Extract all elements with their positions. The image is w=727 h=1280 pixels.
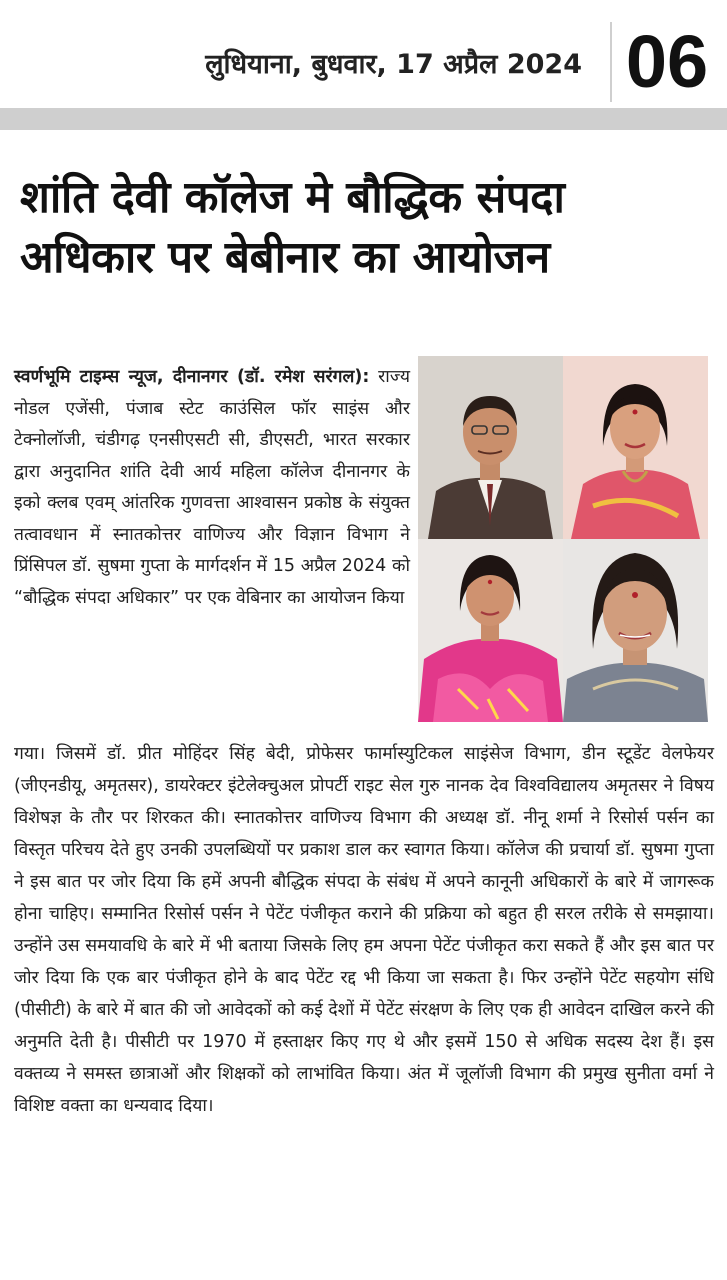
headline	[20, 168, 710, 288]
dateline: लुधियाना, बुधवार, 17 अप्रैल 2024	[205, 49, 582, 80]
portrait-woman-icon	[418, 539, 563, 722]
headline-line-2: अधिकार पर बेबीनार का आयोजन	[20, 232, 550, 283]
page-number: 06	[610, 22, 722, 102]
masthead	[0, 0, 727, 108]
portrait-man-icon	[418, 356, 563, 539]
photo-grid	[418, 356, 708, 722]
photo-woman-red	[563, 356, 708, 539]
article-intro-text: राज्य नोडल एजेंसी, पंजाब स्टेट काउंसिल फॉर साइंस और टेक्नोलॉजी, चंडीगढ़ एनसीएसटी सी, डीएसटी, भारत सरकार द्वारा अनुदानित शांति देवी आर्य महिला कॉलेज दीनानगर के इको क्लब एवम् आंतरिक गुणवत्ता आश्वासन प्रकोष्ठ के संयुक्त तत्वावधान में स्नातकोत्तर वाणिज्य और विज्ञान विभाग ने प्रिंसिपल डॉ. सुषमा गुप्ता के मार्गदर्शन में 15 अप्रैल 2024 को “बौद्धिक संपदा अधिकार” पर एक वेबिनार का आयोजन किया	[14, 367, 410, 608]
article-body: गया। जिसमें डॉ. प्रीत मोहिंदर सिंह बेदी, प्रोफेसर फार्मास्युटिकल साइंसेज विभाग, डीन स्टूडेंट वेलफेयर (जीएनडीयू, अमृतसर), डायरेक्टर इंटेलेक्चुअल प्रोपर्टी राइट सेल गुरु नानक देव विश्वविद्यालय अमृतसर ने विषय विशेषज्ञ के तौर पर शिरकत की। स्नातकोत्तर वाणिज्य विभाग की अध्यक्ष डॉ. नीनू शर्मा ने रिसोर्स पर्सन का विस्तृत परिचय देते हुए उनकी उपलब्धियों पर प्रकाश डाल कर स्वागत किया। कॉलेज की प्रचार्या डॉ. सुषमा गुप्ता ने इस बात पर जोर दिया कि हमें अपनी बौद्धिक संपदा के संबंध में अपने कानूनी अधिकारों के बारे में जागरूक होना चाहिए। सम्मानित रिसोर्स पर्सन ने पेटेंट पंजीकृत कराने की प्रक्रिया को बहुत ही सरल तरीके से समझाया। उन्होंने उस समयावधि के बारे में भी बताया जिसके लिए हम अपना पेटेंट पंजीकृत करा सकते हैं और इस बात पर जोर दिया कि एक बार पंजीकृत होने के बाद पेटेंट रद्द भी किया जा सकता है। फिर उन्होंने पेटेंट सहयोग संधि (पीसीटी) के बारे में बात की जो आवेदकों को कई देशों में पेटेंट संरक्षण के लिए एक ही आवेदन दाखिल करने की अनुमति देती है। पीसीटी पर 1970 में हस्ताक्षर किए गए थे और इसमें 150 से अधिक सदस्य देश हैं। इस वक्तव्य ने समस्त छात्राओं और शिक्षकों को लाभांवित किया। अंत में जूलॉजी विभाग की प्रमुख सुनीता वर्मा ने विशिष्ट वक्ता का धन्यवाद दिया।	[14, 744, 714, 1116]
header-divider	[0, 108, 727, 130]
portrait-woman-icon	[563, 356, 708, 539]
article-intro	[14, 362, 410, 614]
portrait-woman-icon	[563, 539, 708, 722]
byline: स्वर्णभूमि टाइम्स न्यूज, दीनानगर (डॉ. रमेश सरंगल):	[14, 367, 370, 387]
photo-woman-pink	[418, 539, 563, 722]
headline-line-1: शांति देवी कॉलेज मे बौद्धिक संपदा	[20, 172, 565, 223]
photo-man-suit	[418, 356, 563, 539]
photo-woman-grey	[563, 539, 708, 722]
